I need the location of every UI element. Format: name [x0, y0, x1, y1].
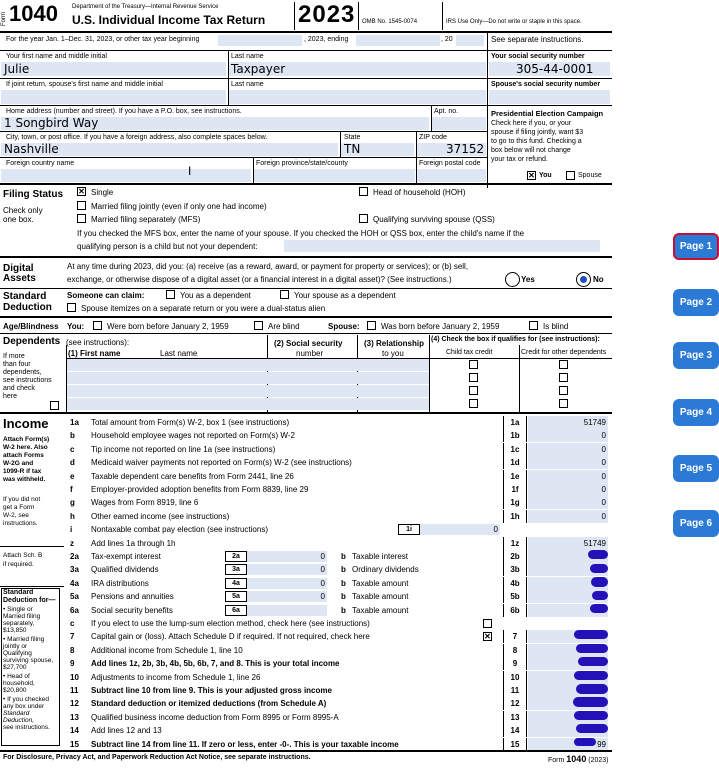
- line-description: Tax-exempt interest: [91, 552, 161, 561]
- line-number-b: b: [341, 565, 346, 575]
- redaction-mark: [592, 591, 608, 600]
- page-4-button[interactable]: Page 4: [673, 399, 719, 426]
- attach-5: 1099-R if tax: [3, 468, 42, 475]
- year-20-field[interactable]: [456, 35, 484, 46]
- campaign-text-4: box below will not change: [491, 147, 571, 154]
- redaction-mark: [588, 550, 608, 559]
- qss-checkbox[interactable]: [359, 214, 368, 223]
- spouse-born-checkbox[interactable]: [367, 321, 376, 330]
- filing-status-sub-1: Check only: [3, 206, 43, 215]
- std-side-s3: separately,: [3, 620, 35, 627]
- foreign-country-field[interactable]: [1, 169, 251, 182]
- std-side-s10: • Head of: [3, 673, 30, 680]
- spouse-dependent-checkbox[interactable]: [280, 290, 289, 299]
- page-1-button[interactable]: Page 1: [673, 233, 719, 260]
- line-box-6b: 6b: [503, 604, 527, 617]
- mfs-checkbox[interactable]: [77, 214, 86, 223]
- page-2-button[interactable]: Page 2: [673, 289, 719, 316]
- you-dependent-checkbox[interactable]: [166, 290, 175, 299]
- line-box-8: 8: [503, 644, 527, 657]
- line-box-1f: 1f: [503, 483, 527, 496]
- line-description-b: Taxable amount: [352, 605, 409, 615]
- department-text: Department of the Treasury—Internal Revenue Service: [72, 4, 219, 10]
- redaction-mark: [578, 657, 608, 666]
- state-value: TN: [344, 142, 361, 156]
- line-number: 13: [70, 712, 79, 722]
- line-amount-1g[interactable]: 0: [528, 496, 608, 509]
- disclosure-text: For Disclosure, Privacy Act, and Paperwork Reduction Act Notice, see separate instructions.: [3, 754, 311, 761]
- line-description: Employer-provided adoption benefits from Form 8839, line 29: [91, 485, 309, 494]
- line-description: Medicaid waiver payments not reported on Form(s) W-2 (see instructions): [91, 458, 352, 468]
- line-description: Total amount from Form(s) W-2, box 1 (see instructions): [91, 418, 290, 427]
- foreign-province-field[interactable]: [254, 169, 415, 182]
- you-born-checkbox[interactable]: [93, 321, 102, 330]
- dep-col-3b: to you: [382, 349, 404, 358]
- apt-field[interactable]: [432, 117, 486, 130]
- dep-col-4b: Credit for other dependents: [521, 349, 607, 356]
- digital-text-2: exchange, or otherwise dispose of a digital asset (or a financial interest in a digital asset)? (See instructions.): [67, 275, 452, 284]
- qualifying-person-field[interactable]: [284, 240, 600, 252]
- line-box-2b: 2b: [503, 550, 527, 563]
- line-description: Capital gain or (loss). Attach Schedule D if required. If not required, check here: [91, 632, 370, 642]
- campaign-text-5: your tax or refund.: [491, 156, 548, 163]
- capital-gain-checkbox[interactable]: ✕: [484, 632, 491, 642]
- spouse-blind-checkbox[interactable]: [529, 321, 538, 330]
- zip-value: 37152: [446, 142, 485, 156]
- income-line-6c: [64, 617, 594, 630]
- last-name-value: Taxpayer: [231, 62, 286, 76]
- line-amount-15[interactable]: 99: [528, 738, 608, 751]
- digital-title-2: Assets: [3, 273, 36, 284]
- redaction-mark: [591, 577, 608, 587]
- line-box-1b: 1b: [503, 429, 527, 442]
- filing-status-sub-2: one box.: [3, 215, 34, 224]
- tax-year: 2023: [298, 1, 356, 28]
- text-cursor-icon: I: [188, 164, 192, 178]
- line-box-5b: 5b: [503, 590, 527, 603]
- line-number: f: [70, 485, 73, 494]
- std-side-s9: $27,700: [3, 664, 27, 671]
- qss-label: Qualifying surviving spouse (QSS): [373, 215, 495, 224]
- attach-4: W-2G and: [3, 460, 34, 467]
- campaign-you-checkbox[interactable]: ✕: [528, 171, 535, 180]
- line-box-4a: 4a: [225, 578, 247, 589]
- std-side-s15: Standard: [3, 710, 30, 717]
- campaign-spouse-label: Spouse: [578, 172, 602, 179]
- line-number: e: [70, 471, 75, 481]
- line-number: h: [70, 511, 75, 521]
- line-description: IRA distributions: [91, 578, 149, 588]
- spouse-first-label: If joint return, spouse's first name and middle initial: [6, 81, 163, 88]
- line-box-1d: 1d: [503, 456, 527, 469]
- line-number: 12: [70, 699, 79, 709]
- form-prefix: Form: [1, 12, 7, 26]
- line-number: c: [70, 444, 75, 454]
- single-checkbox[interactable]: ✕: [78, 187, 85, 196]
- campaign-title: Presidential Election Campaign: [491, 109, 604, 118]
- page-5-button[interactable]: Page 5: [673, 455, 719, 482]
- you-blind-label: Are blind: [268, 322, 300, 331]
- foreign-province-label: Foreign province/state/county: [256, 160, 348, 167]
- line-description: Social security benefits: [91, 605, 173, 615]
- spouse-born-label: Was born before January 2, 1959: [381, 322, 500, 331]
- line-box-14: 14: [503, 724, 527, 737]
- filing-status-title: Filing Status: [3, 189, 63, 200]
- nodo-4: instructions.: [3, 520, 38, 527]
- line-amount-2a[interactable]: 0: [247, 551, 327, 562]
- page-3-button[interactable]: Page 3: [673, 342, 719, 369]
- dep-side-5: and check: [3, 385, 35, 392]
- foreign-country-label: Foreign country name: [6, 160, 75, 167]
- form-title: U.S. Individual Income Tax Return: [72, 13, 266, 27]
- line-number: 14: [70, 726, 79, 736]
- campaign-text-2: spouse if filing jointly, want $3: [491, 129, 584, 136]
- line-amount-1d[interactable]: 0: [528, 456, 608, 469]
- spouse-itemizes-label: Spouse itemizes on a separate return or you were a dual-status alien: [81, 304, 326, 313]
- redaction-mark: [590, 604, 608, 613]
- line-description: Subtract line 14 from line 11. If zero or less, enter -0-. This is your taxable income: [91, 739, 399, 749]
- std-side-s17: see instructions.: [3, 724, 50, 731]
- line-box-11: 11: [503, 684, 527, 697]
- line-box-4b: 4b: [503, 577, 527, 590]
- attach-2: W-2 here. Also: [3, 444, 48, 451]
- line-number: 6a: [70, 605, 79, 615]
- age-spouse-label: Spouse:: [328, 322, 360, 331]
- dep-col-1: (1) First name: [68, 349, 121, 358]
- line-box-15: 15: [503, 738, 527, 751]
- line-number: i: [70, 525, 73, 535]
- dependents-title: Dependents: [3, 336, 61, 347]
- line-description-b: Ordinary dividends: [352, 565, 419, 575]
- line-description: Additional income from Schedule 1, line 10: [91, 645, 243, 655]
- line-description: Subtract line 10 from line 9. This is your adjusted gross income: [91, 686, 332, 695]
- std-side-s16: Deduction,: [3, 717, 35, 724]
- dep3-ctc-checkbox[interactable]: [469, 386, 478, 395]
- age-title: Age/Blindness: [3, 322, 59, 331]
- line-box-5a: 5a: [225, 591, 247, 602]
- line-box-1c: 1c: [503, 443, 527, 456]
- line-number: 7: [70, 632, 75, 642]
- line-number: 9: [70, 659, 75, 669]
- line-amount-1f[interactable]: 0: [528, 483, 608, 496]
- omb-number: OMB No. 1545-0074: [362, 19, 418, 25]
- line-number: b: [70, 431, 75, 441]
- line-number: d: [70, 458, 75, 468]
- line-box-3b: 3b: [503, 563, 527, 576]
- dep1-odc-checkbox[interactable]: [559, 360, 568, 369]
- dep1-ctc-checkbox[interactable]: [469, 360, 478, 369]
- line-number-b: b: [341, 552, 346, 561]
- city-value: Nashville: [4, 142, 59, 156]
- line-amount-3a[interactable]: 0: [247, 564, 327, 575]
- digital-no-radio[interactable]: [576, 272, 591, 287]
- dependents-see: (see instructions):: [66, 338, 130, 347]
- redaction-mark: [576, 644, 608, 653]
- dependent-row-1[interactable]: [67, 359, 429, 371]
- spouse-blind-label: Is blind: [543, 322, 569, 331]
- year-ending-label: , 2023, ending: [304, 36, 349, 43]
- line-box-10: 10: [503, 671, 527, 684]
- std-side-s6: jointly or: [3, 643, 28, 650]
- std-side-2: Deduction for—: [3, 597, 56, 604]
- nodo-3: W-2, see: [3, 512, 29, 519]
- filing-note-2: qualifying person is a child but not your dependent:: [77, 242, 258, 251]
- redaction-mark: [590, 564, 608, 573]
- dep-col-4: (4) Check the box if qualifies for (see instructions):: [431, 336, 600, 343]
- line-description-b: Taxable amount: [352, 578, 409, 588]
- you-dependent-label: You as a dependent: [180, 291, 251, 300]
- line-box-13: 13: [503, 711, 527, 724]
- line-box-1i: 1i: [398, 524, 420, 535]
- line-number-b: b: [341, 578, 346, 588]
- line-amount-1e[interactable]: 0: [528, 470, 608, 483]
- line-number: z: [70, 538, 74, 548]
- dep-col-2a: (2) Social security: [274, 339, 343, 348]
- attach-6: was withheld.: [3, 476, 46, 483]
- year-begin-field[interactable]: [218, 35, 302, 46]
- spouse-last-field[interactable]: [229, 90, 486, 104]
- std-side-s2: Married filing: [3, 613, 41, 620]
- campaign-spouse-checkbox[interactable]: [566, 171, 575, 180]
- nodo-1: If you did not: [3, 496, 41, 503]
- line-box-1h: 1h: [503, 510, 527, 523]
- foreign-postal-field[interactable]: [417, 169, 486, 182]
- line-description: Qualified dividends: [91, 565, 159, 575]
- ssn-value: 305-44-0001: [516, 62, 594, 76]
- line-number: 11: [70, 686, 79, 695]
- line-number: 2a: [70, 552, 79, 561]
- line-amount-5a[interactable]: 0: [247, 591, 327, 602]
- std-title-2: Deduction: [3, 302, 52, 313]
- mfs-label: Married filing separately (MFS): [91, 215, 201, 224]
- form-number: 1040: [9, 1, 58, 26]
- redaction-mark: [576, 684, 608, 694]
- campaign-text-1: Check here if you, or your: [491, 120, 572, 127]
- dep-col-1b: Last name: [160, 349, 198, 358]
- redaction-mark: [574, 671, 608, 680]
- spouse-dependent-label: Your spouse as a dependent: [294, 291, 396, 300]
- line-amount-1a[interactable]: 51749: [528, 416, 608, 429]
- redaction-mark: [574, 711, 608, 720]
- redaction-mark: [574, 630, 608, 639]
- line-amount-6a[interactable]: [247, 605, 327, 616]
- line-number: 5a: [70, 592, 79, 602]
- digital-text-1: At any time during 2023, did you: (a) receive (as a reward, award, or payment for property or services); or (b) sell,: [67, 262, 469, 271]
- line-number: 8: [70, 645, 75, 655]
- attach-1: Attach Form(s): [3, 436, 50, 443]
- page-6-button[interactable]: Page 6: [673, 510, 719, 537]
- first-name-field[interactable]: [1, 62, 226, 76]
- spouse-first-field[interactable]: [1, 90, 226, 104]
- line-box-6a: 6a: [225, 605, 247, 616]
- line-description: Tip income not reported on line 1a (see instructions): [91, 444, 276, 454]
- line-number: c: [70, 619, 75, 628]
- dependent-row-4[interactable]: [67, 398, 429, 410]
- line-amount-1h[interactable]: 0: [528, 510, 608, 523]
- spouse-ssn-field[interactable]: [489, 90, 610, 104]
- line-number: 10: [70, 672, 79, 682]
- std-side-s13: • If you checked: [3, 696, 49, 703]
- income-title: Income: [3, 416, 49, 431]
- hoh-label: Head of household (HOH): [373, 188, 466, 197]
- see-separate-instructions: See separate instructions.: [491, 35, 584, 44]
- line-description: Adjustments to income from Schedule 1, line 26: [91, 672, 261, 682]
- std-side-1: Standard: [3, 589, 34, 596]
- dep-side-3: dependents,: [3, 369, 42, 376]
- income-line: [64, 523, 594, 536]
- line-number-b: b: [341, 592, 346, 602]
- dep4-ctc-checkbox[interactable]: [469, 399, 478, 408]
- dep-col-3a: (3) Relationship: [364, 339, 425, 348]
- filing-note-1: If you checked the MFS box, enter the name of your spouse. If you checked the HOH or QSS box, enter the child's name if the: [77, 229, 525, 238]
- dep2-ctc-checkbox[interactable]: [469, 373, 478, 382]
- attach-3: attach Forms: [3, 452, 44, 459]
- std-side-s1: • Single or: [3, 606, 33, 613]
- state-label: State: [344, 134, 361, 141]
- nodo-2: get a Form: [3, 504, 35, 511]
- age-you-label: You:: [67, 322, 85, 331]
- line-box-1z: 1z: [503, 537, 527, 550]
- digital-title-1: Digital: [3, 263, 34, 274]
- dep3-odc-checkbox[interactable]: [559, 386, 568, 395]
- lump-sum-checkbox[interactable]: [483, 619, 492, 628]
- line-description: Wages from Form 8919, line 6: [91, 498, 199, 508]
- single-label: Single: [91, 188, 114, 197]
- dep2-odc-checkbox[interactable]: [559, 373, 568, 382]
- dep-side-1: If more: [3, 353, 25, 360]
- spouse-last-label: Last name: [231, 81, 264, 88]
- line-number: 1a: [70, 418, 79, 427]
- last-name-label: Last name: [231, 53, 264, 60]
- footer-form: Form 1040 (2023): [548, 754, 609, 764]
- campaign-text-3: to go to this fund. Checking a: [491, 138, 582, 145]
- std-side-s11: household,: [3, 680, 35, 687]
- line-box-2a: 2a: [225, 551, 247, 562]
- you-born-label: Were born before January 2, 1959: [107, 322, 229, 331]
- redaction-mark: [576, 724, 608, 733]
- home-address-label: Home address (number and street). If you have a P.O. box, see instructions.: [6, 108, 242, 115]
- line-amount-1z[interactable]: 51749: [528, 537, 608, 550]
- dependent-row-2[interactable]: [67, 372, 429, 384]
- line-description-b: Taxable interest: [352, 552, 409, 561]
- line-description: Pensions and annuities: [91, 592, 174, 602]
- line-box-7: 7: [503, 630, 527, 643]
- line-description: Add lines 1z, 2b, 3b, 4b, 5b, 6b, 7, and 8. This is your total income: [91, 659, 340, 669]
- dependent-row-3[interactable]: [67, 385, 429, 397]
- line-box-9: 9: [503, 657, 527, 670]
- line-description: Household employee wages not reported on Form(s) W-2: [91, 431, 295, 441]
- line-description: Add lines 1a through 1h: [91, 538, 176, 548]
- year-end-field[interactable]: [356, 35, 440, 46]
- line-number: 15: [70, 739, 79, 749]
- redaction-mark: [573, 697, 608, 707]
- apt-label: Apt. no.: [434, 108, 459, 115]
- line-amount-1i[interactable]: 0: [420, 524, 500, 535]
- first-name-label: Your first name and middle initial: [6, 53, 107, 60]
- std-side-s12: $20,800: [3, 687, 27, 694]
- first-name-value: Julie: [4, 62, 30, 76]
- dep4-odc-checkbox[interactable]: [559, 399, 568, 408]
- line-amount-4a[interactable]: 0: [247, 578, 327, 589]
- std-side-s4: $13,850: [3, 627, 27, 634]
- dep-side-6: here: [3, 393, 18, 400]
- irs-use-only: IRS Use Only—Do not write or staple in this space.: [446, 19, 582, 25]
- line-box-1g: 1g: [503, 496, 527, 509]
- dep-col-4a: Child tax credit: [446, 349, 493, 356]
- tax-year-line: For the year Jan. 1–Dec. 31, 2023, or other tax year beginning: [6, 36, 200, 43]
- line-number: 3a: [70, 565, 79, 575]
- redaction-mark: [574, 738, 596, 746]
- mfj-label: Married filing jointly (even if only one had income): [91, 202, 267, 211]
- line-box-12: 12: [503, 697, 527, 710]
- line-description: Nontaxable combat pay election (see instructions): [91, 525, 268, 535]
- digital-yes-radio[interactable]: [505, 272, 520, 287]
- std-side-s7: Qualifying: [3, 650, 32, 657]
- dep-side-2: than four: [3, 361, 31, 368]
- zip-label: ZIP code: [419, 134, 447, 141]
- digital-no-label: No: [593, 275, 604, 284]
- line-amount-1c[interactable]: 0: [528, 443, 608, 456]
- schb-2: if required.: [3, 561, 34, 568]
- line-description: Other earned income (see instructions): [91, 511, 230, 521]
- hoh-checkbox[interactable]: [359, 187, 368, 196]
- std-side-s8: surviving spouse,: [3, 657, 54, 664]
- line-amount-1b[interactable]: 0: [528, 429, 608, 442]
- line-box-1e: 1e: [503, 470, 527, 483]
- home-address-value: 1 Songbird Way: [4, 116, 99, 130]
- line-description: Add lines 12 and 13: [91, 726, 162, 736]
- std-side-s14: any box under: [3, 703, 45, 710]
- spouse-itemizes-checkbox[interactable]: [67, 303, 76, 312]
- line-number-b: b: [341, 605, 346, 615]
- someone-can-claim: Someone can claim:: [67, 291, 145, 300]
- campaign-you-label: You: [539, 172, 552, 179]
- more-dependents-checkbox[interactable]: [50, 401, 59, 410]
- line-description: Taxable dependent care benefits from Form 2441, line 26: [91, 471, 294, 481]
- line-description: Qualified business income deduction from Form 8995 or Form 8995-A: [91, 712, 339, 722]
- year-20-label: , 20: [441, 36, 453, 43]
- dep-side-4: see instructions: [3, 377, 52, 384]
- mfj-checkbox[interactable]: [77, 201, 86, 210]
- std-side-s5: • Married filing: [3, 636, 45, 643]
- line-number: 4a: [70, 578, 79, 588]
- line-description-b: Taxable amount: [352, 592, 409, 602]
- spouse-ssn-label: Spouse's social security number: [491, 81, 601, 88]
- you-blind-checkbox[interactable]: [254, 321, 263, 330]
- line-number: g: [70, 498, 75, 508]
- line-description: Standard deduction or itemized deductions (from Schedule A): [91, 699, 327, 709]
- std-title-1: Standard: [3, 291, 47, 302]
- ssn-label: Your social security number: [491, 53, 585, 60]
- line-box-3a: 3a: [225, 564, 247, 575]
- schb-1: Attach Sch. B: [3, 552, 43, 559]
- digital-yes-label: Yes: [521, 275, 535, 284]
- city-label: City, town, or post office. If you have a foreign address, also complete spaces below.: [6, 134, 268, 141]
- line-description: If you elect to use the lump-sum election method, check here (see instructions): [91, 619, 370, 628]
- dep-col-2b: number: [296, 349, 324, 358]
- line-box-1a: 1a: [503, 416, 527, 429]
- foreign-postal-label: Foreign postal code: [419, 160, 481, 167]
